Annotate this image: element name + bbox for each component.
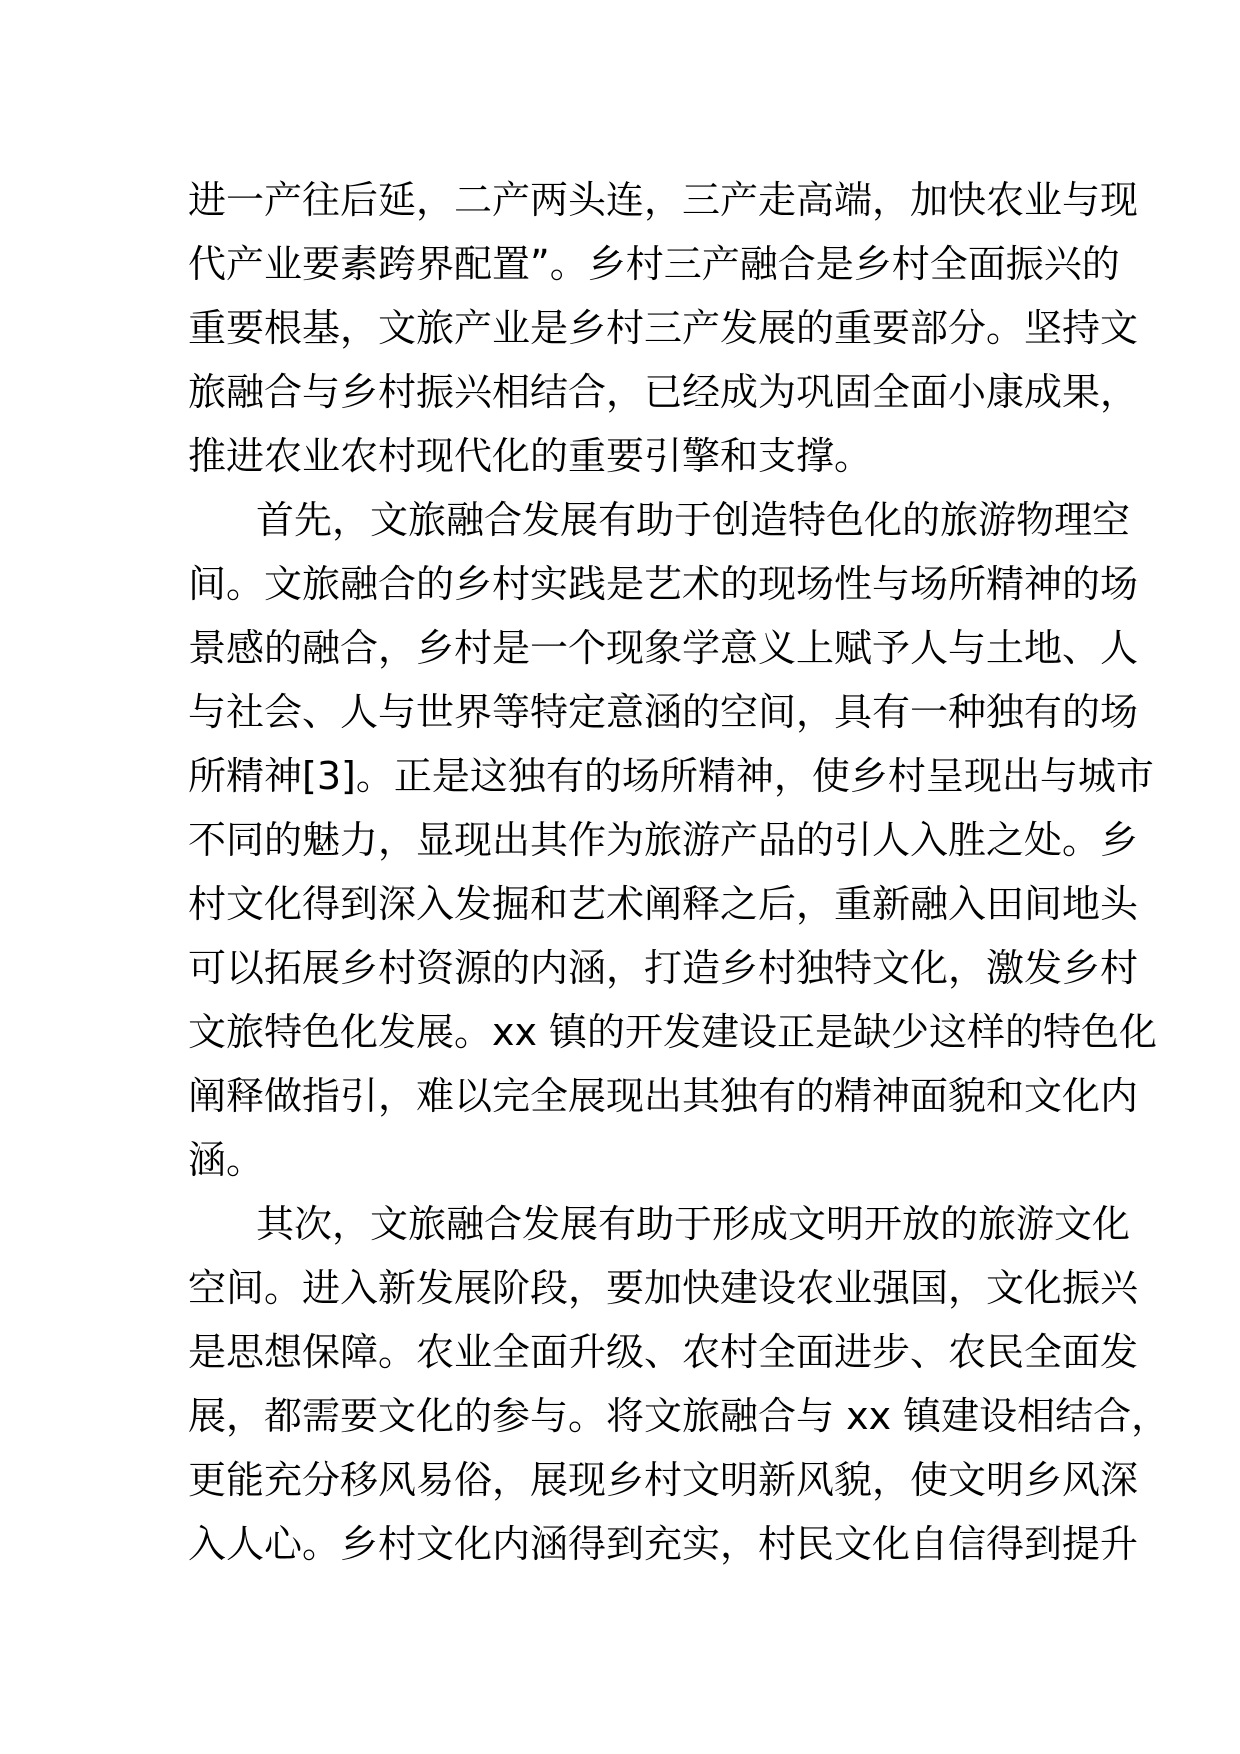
body-text xyxy=(188,168,1170,1576)
paragraph-3 xyxy=(188,1192,1170,1576)
text-line: 入人心。乡村文化内涵得到充实，村民文化自信得到提升 xyxy=(188,1522,1139,1566)
text-line: 更能充分移风易俗，展现乡村文明新风貌，使文明乡风深 xyxy=(188,1458,1139,1502)
text-line: 空间。进入新发展阶段，要加快建设农业强国，文化振兴 xyxy=(188,1266,1139,1310)
text-line: 旅融合与乡村振兴相结合，已经成为巩固全面小康成果， xyxy=(188,370,1139,414)
paragraph-2 xyxy=(188,488,1158,1192)
text-line: 其次，文旅融合发展有助于形成文明开放的旅游文化 xyxy=(256,1202,1131,1246)
text-line: 进一产往后延，二产两头连，三产走高端，加快农业与现 xyxy=(188,178,1139,222)
text-line: 间。文旅融合的乡村实践是艺术的现场性与场所精神的场 xyxy=(188,562,1139,606)
text-line: 不同的魅力，显现出其作为旅游产品的引人入胜之处。乡 xyxy=(188,818,1139,862)
text-line: 文旅特色化发展。xx 镇的开发建设正是缺少这样的特色化 xyxy=(188,1010,1158,1054)
text-line: 展，都需要文化的参与。将文旅融合与 xx 镇建设相结合， xyxy=(188,1394,1170,1438)
text-line: 代产业要素跨界配置”。乡村三产融合是乡村全面振兴的 xyxy=(188,242,1120,286)
text-line: 推进农业农村现代化的重要引擎和支撑。 xyxy=(188,434,873,478)
text-line: 所精神[3]。正是这独有的场所精神，使乡村呈现出与城市 xyxy=(188,754,1154,798)
text-line: 可以拓展乡村资源的内涵，打造乡村独特文化，激发乡村 xyxy=(188,946,1139,990)
text-line: 重要根基，文旅产业是乡村三产发展的重要部分。坚持文 xyxy=(188,306,1139,350)
text-line: 涵。 xyxy=(188,1138,265,1182)
text-line: 景感的融合，乡村是一个现象学意义上赋予人与土地、人 xyxy=(188,626,1139,670)
text-line: 与社会、人与世界等特定意涵的空间，具有一种独有的场 xyxy=(188,690,1139,734)
text-line: 是思想保障。农业全面升级、农村全面进步、农民全面发 xyxy=(188,1330,1139,1374)
paragraph-1 xyxy=(188,168,1139,488)
text-line: 首先，文旅融合发展有助于创造特色化的旅游物理空 xyxy=(256,498,1131,542)
text-line: 阐释做指引，难以完全展现出其独有的精神面貌和文化内 xyxy=(188,1074,1139,1118)
text-line: 村文化得到深入发掘和艺术阐释之后，重新融入田间地头 xyxy=(188,882,1139,926)
